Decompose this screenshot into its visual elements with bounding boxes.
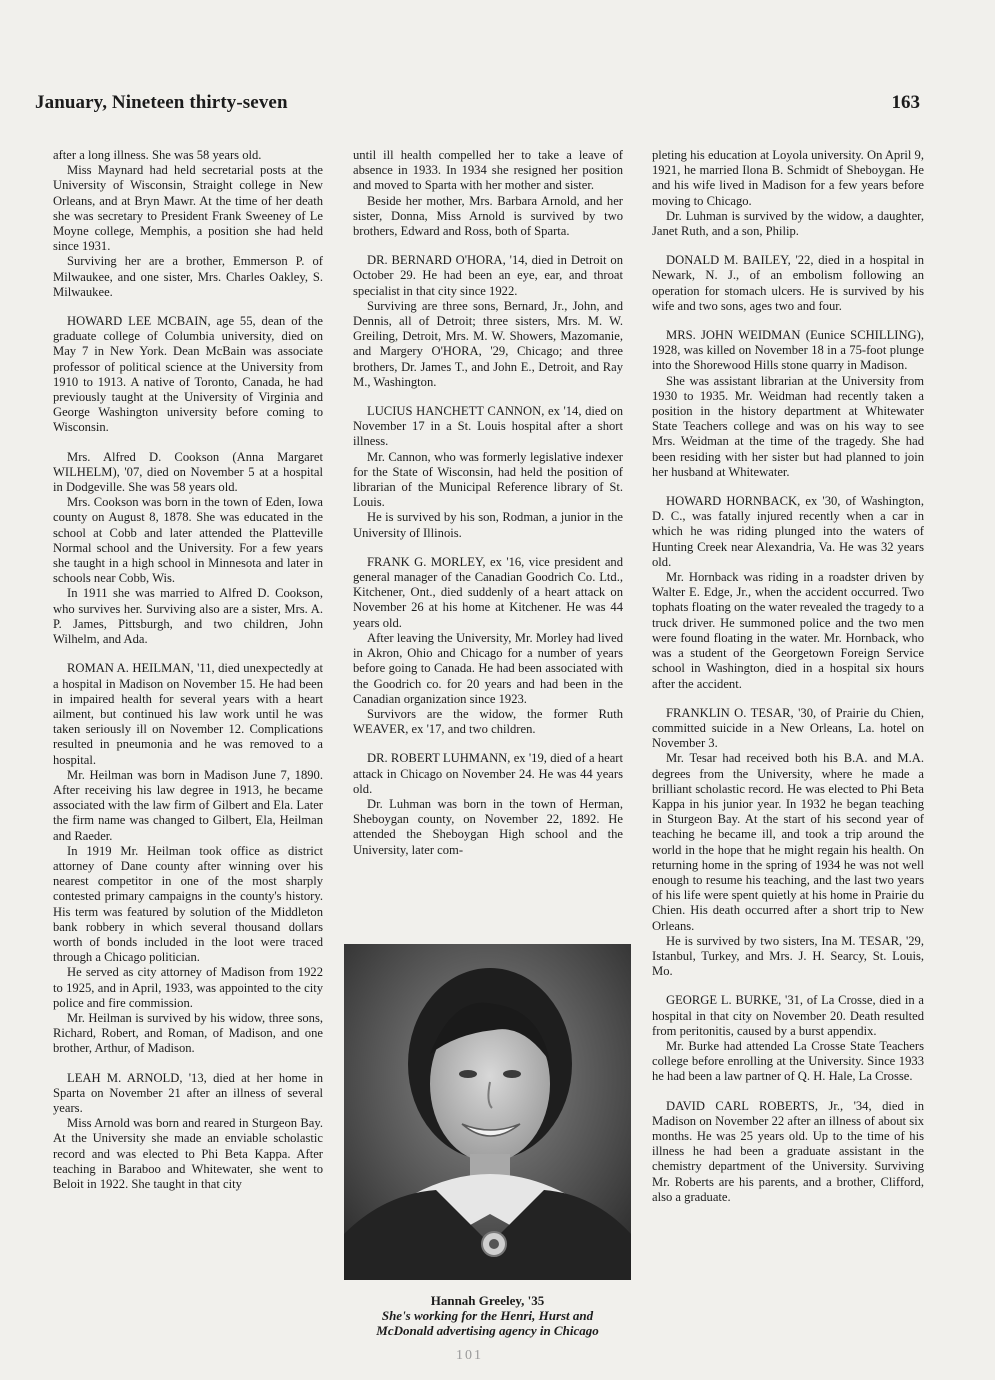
issue-date-title: January, Nineteen thirty-seven [35,92,288,113]
column-1 [53,148,323,1192]
obituary-heading-roberts: DAVID CARL ROBERTS, Jr., '34, died in Madison on November 22 after an illness of about six months. He was 25 years old. Up to the time of his illness he had been a graduate assistant in the chemistry department of the University. Surviving Mr. Roberts are his parents, and a brother, Clifford, also a graduate. [652,1098,924,1204]
paragraph: Dr. Luhman was born in the town of Herman, Sheboygan county, on November 22, 1892. He attended the Sheboygan High school and the University, later com- [353,796,623,857]
caption-name: Hannah Greeley, '35 [430,1293,545,1308]
obituary-heading-hornback: HOWARD HORNBACK, ex '30, of Washington, D. C., was fatally injured recently when a car in which he was riding plunged into the waters of Hunting Creek near Alexandria, Va. He was 32 years old. [652,494,924,569]
obituary-heading-heilman: ROMAN A. HEILMAN, '11, died unexpectedly at a hospital in Madison on November 15. He had been in impaired health for several years with a heart ailment, but continued his law work until he was taken seriously ill on November 12. Complications resulted in pneumonia and he was removed to a hospital. [53,661,323,767]
obituary-heading-bailey: DONALD M. BAILEY, '22, died in a hospital in Newark, N. J., of an embolism following an operation for stomach ulcers. He is survived by his wife and two sons, ages two and four. [652,253,924,313]
paragraph: after a long illness. She was 58 years old. [53,148,262,162]
paragraph: Mr. Tesar had received both his B.A. and M.A. degrees from the University, where he made a brilliant scholastic record. He was elected to Phi Beta Kappa in his junior year. In 1932 he began teaching in Sturgeon Bay. At the start of his second year of teaching he became ill, and took a trip around the world in the hope that he might regain his health. On returning home in the spring of 1934 he was not well enough to resume his teaching, and the last two years of his life were spent quietly at his home in Prairie du Chien. His death occurred after a short trip to New Orleans. [652,751,924,933]
column-3 [652,148,924,1205]
obituary-heading-mcbain: HOWARD LEE MCBAIN, age 55, dean of the graduate college of Columbia university, died on May 7 in New York. Dean McBain was associate professor of political science at the University from 1910 to 1913. A native of Toronto, Canada, he had previously taught at the University of Virginia and George Washington university before coming to Wisconsin. [53,314,323,435]
paragraph: In 1919 Mr. Heilman took office as district attorney of Dane county after winning over his nearest competitor in one of the most sharply contested primary campaigns in the county's history. His term was featured by solution of the Middleton bank robbery in which several thousand dollars worth of bonds included in the loot were traced through a Chicago politician. [53,843,323,965]
paragraph: After leaving the University, Mr. Morley had lived in Akron, Ohio and Chicago for a number of years before going to Canada. He had been associated with the Goodrich co. for 20 years and had been in the Canadian organization since 1923. [353,630,623,706]
obituary-heading-morley: FRANK G. MORLEY, ex '16, vice president and general manager of the Canadian Goodrich Co. Ltd., Kitchener, Ont., died suddenly of a heart attack on November 26 at his home at Kitchener. He was 44 years old. [353,554,623,630]
photo-caption [344,1293,631,1338]
portrait-photo [344,944,631,1280]
paragraph: Dr. Luhman is survived by the widow, a daughter, Janet Ruth, and a son, Philip. [652,208,924,239]
paragraph: Miss Maynard had held secretarial posts at the University of Wisconsin, Straight college in New Orleans, and at Bryn Mawr. At the time of her death she was secretary to President Frank Sweeney of Le Moyne college, Memphis, a position she had held since 1931. [53,163,323,254]
caption-line-2: McDonald advertising agency in Chicago [376,1323,599,1338]
paragraph: He is survived by two sisters, Ina M. TESAR, '29, Istanbul, Turkey, and Mrs. J. H. Searcy, St. Louis, Mo. [652,933,924,979]
paragraph: Surviving her are a brother, Emmerson P. of Milwaukee, and one sister, Mrs. Charles Oakley, S. Milwaukee. [53,254,323,299]
paragraph: She was assistant librarian at the University from 1930 to 1935. Mr. Weidman had recently taken a position in the history department at Whitewater State Teachers college and was on his way to see Mrs. Weidman at the time of the tragedy. She had been residing with her sister but had planned to join her husband at Whitewater. [652,373,924,479]
paragraph: Beside her mother, Mrs. Barbara Arnold, and her sister, Donna, Miss Arnold is survived by two brothers, Edward and Ross, both of Sparta. [353,193,623,239]
page-number: 163 [891,92,920,113]
paragraph: Mrs. Cookson was born in the town of Eden, Iowa county on August 8, 1878. She was educated in the school at Cobb and later attended the Platteville Normal school and the University. For a few years she taught in a high school in Minnesota and later in schools near Cobb, Wis. [53,495,323,586]
paragraph: Miss Arnold was born and reared in Sturgeon Bay. At the University she made an enviable scholastic record and was elected to Phi Beta Kappa. After teaching in Baraboo and Whitewater, she went to Beloit in 1922. She taught in that city [53,1116,323,1191]
obituary-heading-weidman: MRS. JOHN WEIDMAN (Eunice SCHILLING), 1928, was killed on November 18 in a 75-foot plunge into the Shorewood Hills stone quarry in Madison. [652,328,924,373]
footer-mark: 101 [456,1348,483,1363]
obituary-heading-arnold: LEAH M. ARNOLD, '13, died at her home in Sparta on November 21 after an illness of several years. [53,1070,323,1115]
paragraph: Mr. Heilman is survived by his widow, three sons, Richard, Robert, and Roman, of Madison, and one brother, Arthur, of Madison. [53,1010,323,1056]
paragraph: Mr. Burke had attended La Crosse State Teachers college before enrolling at the University. Since 1933 he had been a law partner of Q. H. Hale, La Crosse. [652,1038,924,1084]
caption-line-1: She's working for the Henri, Hurst and [381,1308,594,1323]
obituary-heading-cookson: Mrs. Alfred D. Cookson (Anna Margaret WILHELM), '07, died on November 5 at a hospital in Dodgeville. She was 58 years old. [53,449,323,495]
paragraph: until ill health compelled her to take a leave of absence in 1933. In 1934 she resigned her position and moved to Sparta with her mother and sister. [353,148,623,193]
obituary-heading-cannon: LUCIUS HANCHETT CANNON, ex '14, died on November 17 in a St. Louis hospital after a short illness. [353,404,623,449]
obituary-heading-ohora: DR. BERNARD O'HORA, '14, died in Detroit on October 29. He had been an eye, ear, and throat specialist in that city since 1922. [353,253,623,298]
column-2 [353,148,623,858]
paragraph: In 1911 she was married to Alfred D. Cookson, who survives her. Surviving also are a sister, Mrs. A. P. James, Pittsburgh, and two children, John Wilhelm, and Ada. [53,586,323,647]
paragraph: He served as city attorney of Madison from 1922 to 1925, and in April, 1933, was appointed to the city police and fire commission. [53,965,323,1010]
obituary-heading-burke: GEORGE L. BURKE, '31, of La Crosse, died in a hospital in that city on November 20. Death resulted from peritonitis, caused by a burst appendix. [652,993,924,1038]
paragraph: Survivors are the widow, the former Ruth WEAVER, ex '17, and two children. [353,706,623,737]
page-header [35,92,920,122]
paragraph: Mr. Cannon, who was formerly legislative indexer for the State of Wisconsin, had held the position of librarian of the Municipal Reference library of St. Louis. [353,449,623,510]
obituary-heading-tesar: FRANKLIN O. TESAR, '30, of Prairie du Chien, committed suicide in a New Orleans, La. hotel on November 3. [652,705,924,751]
obituary-heading-luhmann: DR. ROBERT LUHMANN, ex '19, died of a heart attack in Chicago on November 24. He was 44 years old. [353,751,623,796]
paragraph: Mr. Heilman was born in Madison June 7, 1890. After receiving his law degree in 1913, he became associated with the law firm of Gilbert and Ela. Later the firm name was changed to Gilbert, Ela, Heilman and Raeder. [53,767,323,843]
paragraph: Mr. Hornback was riding in a roadster driven by Walter E. Edge, Jr., when the accident occurred. Two tophats floating on the water revealed the tragedy to a truck driver. He summoned police and the two men were found floating in the water. Mr. Hornback, who was a student of the Georgetown Foreign Service school in Washington, died in a hospital six hours after the accident. [652,570,924,691]
portrait-illustration [344,944,631,1280]
paragraph: Surviving are three sons, Bernard, Jr., John, and Dennis, all of Detroit; three sisters, Mrs. M. W. Greiling, Detroit, Mrs. M. W. Showers, Mazomanie, and Margery O'HORA, '29, Chicago; and three brothers, Dr. James T., and John E., Detroit, and Ray M., Washington. [353,298,623,389]
paragraph: pleting his education at Loyola university. On April 9, 1921, he married Ilona B. Schmidt of Sheboygan. He and his wife lived in Madison for a few years before moving to Chicago. [652,148,925,208]
paragraph: He is survived by his son, Rodman, a junior in the University of Illinois. [353,510,623,540]
